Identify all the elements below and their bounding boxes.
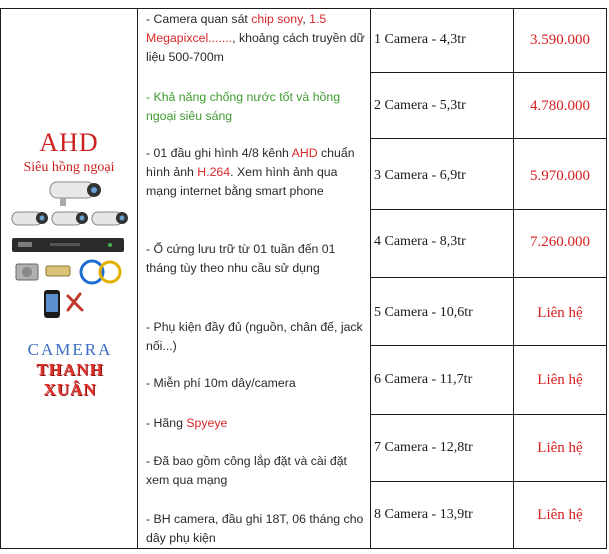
bullet-camera-icon xyxy=(52,212,88,225)
row-divider xyxy=(370,481,607,482)
feature-item: - Ổ cứng lưu trữ từ 01 tuần đến 01 tháng tùy theo nhu cầu sử dụng xyxy=(146,242,336,275)
package-name: 1 Camera - 4,3tr xyxy=(374,32,466,47)
package-name: 5 Camera - 10,6tr xyxy=(374,305,473,320)
package-price: Liên hệ xyxy=(537,372,583,388)
shop-name-line2: THANH XUÂN xyxy=(36,360,104,399)
cable-icon xyxy=(46,261,120,283)
package-name: 3 Camera - 6,9tr xyxy=(374,168,466,183)
package-price: Liên hệ xyxy=(537,507,583,523)
row-divider xyxy=(370,414,607,415)
feature-item: - Hãng Spyeye xyxy=(146,416,228,430)
package-name: 6 Camera - 11,7tr xyxy=(374,372,473,387)
package-name: 8 Camera - 13,9tr xyxy=(374,507,473,522)
smartphone-icon xyxy=(44,290,82,318)
hard-drive-icon xyxy=(16,264,38,280)
feature-item: - Phụ kiện đầy đủ (nguồn, chân đế, jack nối...) xyxy=(146,320,363,353)
column-divider xyxy=(137,8,138,549)
table-border-top xyxy=(0,8,607,9)
package-price: Liên hệ xyxy=(537,305,583,321)
product-image xyxy=(10,178,130,338)
shop-name-line1: CAMERA xyxy=(27,340,113,359)
row-divider xyxy=(370,209,607,210)
table-border-left xyxy=(0,8,1,549)
package-price: Liên hệ xyxy=(537,440,583,456)
feature-item: - BH camera, đầu ghi 18T, 06 tháng cho dây phụ kiện xyxy=(146,512,364,545)
table-border-right xyxy=(606,8,607,549)
package-price: 7.260.000 xyxy=(530,234,590,250)
row-divider xyxy=(370,277,607,278)
row-divider xyxy=(370,138,607,139)
package-name: 7 Camera - 12,8tr xyxy=(374,440,473,455)
package-price: 3.590.000 xyxy=(530,32,590,48)
feature-item: - 01 đầu ghi hình 4/8 kênh AHD chuẩn hình ảnh H.264. Xem hình ảnh qua mạng internet bằng smart phone xyxy=(146,146,355,198)
package-price: 5.970.000 xyxy=(530,168,590,184)
feature-item: - Đã bao gồm công lắp đặt và cài đặt xem qua mạng xyxy=(146,454,347,487)
product-column xyxy=(2,10,136,550)
bullet-camera-icon xyxy=(50,182,101,206)
row-divider xyxy=(370,72,607,73)
column-divider xyxy=(513,8,514,549)
feature-item: - Camera quan sát chip sony, 1.5 Megapixcel......., khoảng cách truyền dữ liệu 500-700m xyxy=(146,12,365,64)
row-divider xyxy=(370,345,607,346)
feature-item: - Khả năng chống nước tốt và hồng ngoại siêu sáng xyxy=(146,90,341,123)
bullet-camera-icon xyxy=(92,212,128,225)
package-price: 4.780.000 xyxy=(530,98,590,114)
product-title: AHD xyxy=(39,128,99,157)
dvr-recorder-icon xyxy=(12,238,124,252)
product-subtitle: Siêu hồng ngoại xyxy=(23,160,115,175)
package-name: 2 Camera - 5,3tr xyxy=(374,98,466,113)
bullet-camera-icon xyxy=(12,212,48,225)
feature-item: - Miễn phí 10m dây/camera xyxy=(146,376,296,390)
package-name: 4 Camera - 8,3tr xyxy=(374,234,466,249)
column-divider xyxy=(370,8,371,549)
